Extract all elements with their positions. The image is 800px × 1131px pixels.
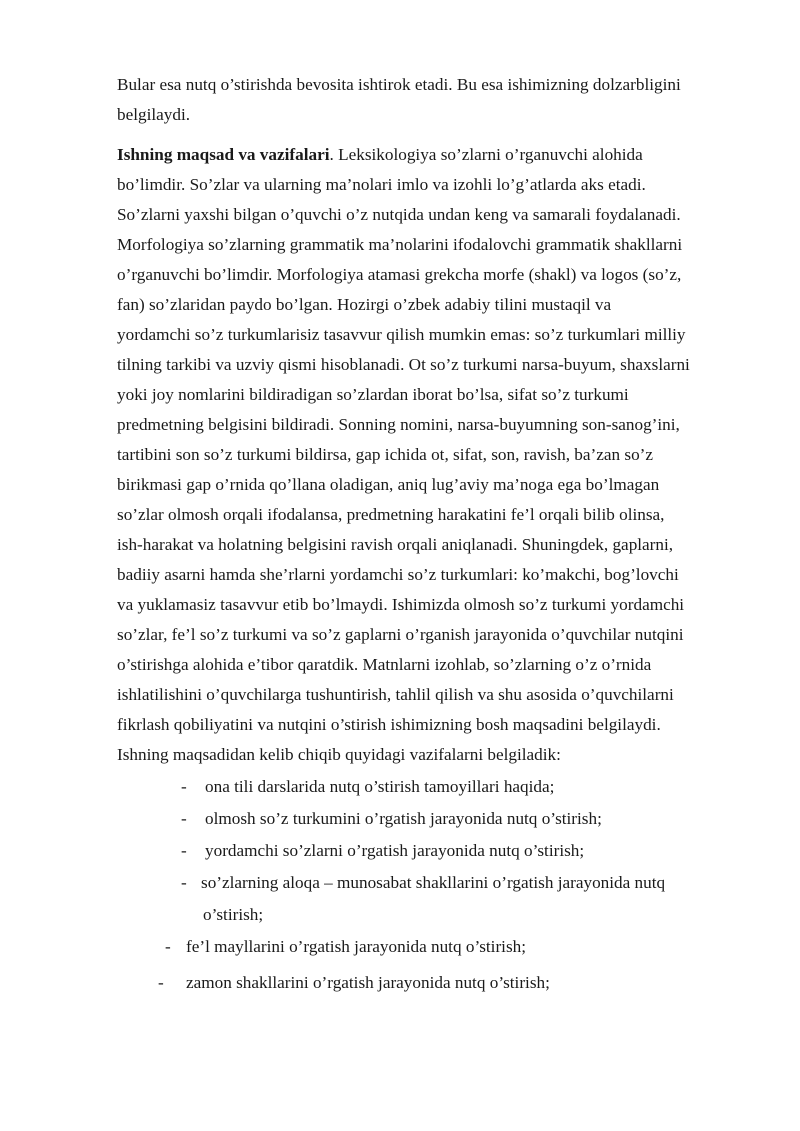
- section-first-line-text: . Leksikologiya so’zlarni o’rganuvchi alohida: [329, 145, 643, 164]
- list-item: [158, 968, 550, 998]
- paragraph-line: Bular esa nutq o’stirishda bevosita ishtirok etadi. Bu esa ishimizning dolzarbligini: [117, 75, 681, 94]
- paragraph-line: so’zlar, fe’l so’z turkumi va so’z gaplarni o’rganish jarayonida o’quvchilar nutqini: [117, 625, 684, 644]
- paragraph-line: ishlatilishini o’quvchilarga tushuntirish, tahlil qilish va shu asosida o’quvchilarni: [117, 685, 674, 704]
- paragraph-line: o’rganuvchi bo’limdir. Morfologiya atamasi grekcha morfe (shakl) va logos (so’z,: [117, 265, 682, 284]
- list-item-text: fe’l mayllarini o’rgatish jarayonida nutq o’stirish;: [186, 937, 527, 956]
- paragraph-line: So’zlarni yaxshi bilgan o’quvchi o’z nutqida undan keng va samarali foydalanadi.: [117, 205, 681, 224]
- paragraph-line: Ishning maqsadidan kelib chiqib quyidagi vazifalarni belgiladik:: [117, 745, 561, 764]
- paragraph-line: o’stirishga alohida e’tibor qaratdik. Matnlarni izohlab, so’zlarning o’z o’rnida: [117, 655, 652, 674]
- paragraph-line: ish-harakat va holatning belgisini ravish orqali aniqlanadi. Shuningdek, gaplarni,: [117, 535, 674, 554]
- list-dash: -: [181, 873, 187, 892]
- list-item-text: zamon shakllarini o’rgatish jarayonida nutq o’stirish;: [186, 973, 550, 992]
- paragraph-line: bo’limdir. So’zlar va ularning ma’nolari imlo va izohli lo’g’atlarda aks etadi.: [117, 175, 646, 194]
- list-dash: -: [165, 937, 171, 956]
- paragraph-line: birikmasi gap o’rnida qo’llana oladigan, aniq lug’aviy ma’noga ega bo’lmagan: [117, 475, 660, 494]
- list-item: [181, 804, 602, 834]
- section-heading: Ishning maqsad va vazifalari: [117, 145, 330, 164]
- paragraph-line: yoki joy nomlarini bildiradigan so’zlardan iborat bo’lsa, sifat so’z turkumi: [117, 385, 629, 404]
- list-item: [181, 868, 665, 898]
- list-dash: -: [181, 841, 187, 860]
- list-dash: -: [181, 809, 187, 828]
- paragraph-line: fikrlash qobiliyatini va nutqini o’stirish ishimizning bosh maqsadini belgilaydi.: [117, 715, 661, 734]
- list-item-text: ona tili darslarida nutq o’stirish tamoyillari haqida;: [205, 777, 555, 796]
- list-item-text: olmosh so’z turkumini o’rgatish jarayonida nutq o’stirish;: [205, 809, 602, 828]
- paragraph-line: predmetning belgisini bildiradi. Sonning nomini, narsa-buyumning son-sanog’ini,: [117, 415, 680, 434]
- section-first-line: [117, 140, 643, 170]
- list-item: [181, 836, 584, 866]
- paragraph-line: so’zlar olmosh orqali ifodalansa, predmetning harakatini fe’l orqali bilib olinsa,: [117, 505, 665, 524]
- paragraph-line: va yuklamasiz tasavvur etib bo’lmaydi. Ishimizda olmosh so’z turkumi yordamchi: [117, 595, 685, 614]
- list-item: [181, 772, 554, 802]
- list-item-text: so’zlarning aloqa – munosabat shakllarini o’rgatish jarayonida nutq: [201, 873, 666, 892]
- list-item-text: yordamchi so’zlarni o’rgatish jarayonida nutq o’stirish;: [205, 841, 585, 860]
- paragraph-line: belgilaydi.: [117, 105, 191, 124]
- paragraph-line: Morfologiya so’zlarning grammatik ma’nolarini ifodalovchi grammatik shakllarni: [117, 235, 683, 254]
- paragraph-line: tartibini son so’z turkumi bildirsa, gap ichida ot, sifat, son, ravish, ba’zan so’z: [117, 445, 654, 464]
- paragraph-line: tilning tarkibi va uzviy qismi hisoblanadi. Ot so’z turkumi narsa-buyum, shaxslarni: [117, 355, 690, 374]
- list-dash: -: [181, 777, 187, 796]
- list-item: [165, 932, 526, 962]
- list-item-continuation: o’stirish;: [203, 905, 264, 924]
- paragraph-line: yordamchi so’z turkumlarisiz tasavvur qilish mumkin emas: so’z turkumlari milliy: [117, 325, 686, 344]
- paragraph-line: badiiy asarni hamda she’rlarni yordamchi so’z turkumlari: ko’makchi, bog’lovchi: [117, 565, 679, 584]
- paragraph-line: fan) so’zlaridan paydo bo’lgan. Hozirgi o’zbek adabiy tilini mustaqil va: [117, 295, 612, 314]
- list-dash: -: [158, 973, 164, 992]
